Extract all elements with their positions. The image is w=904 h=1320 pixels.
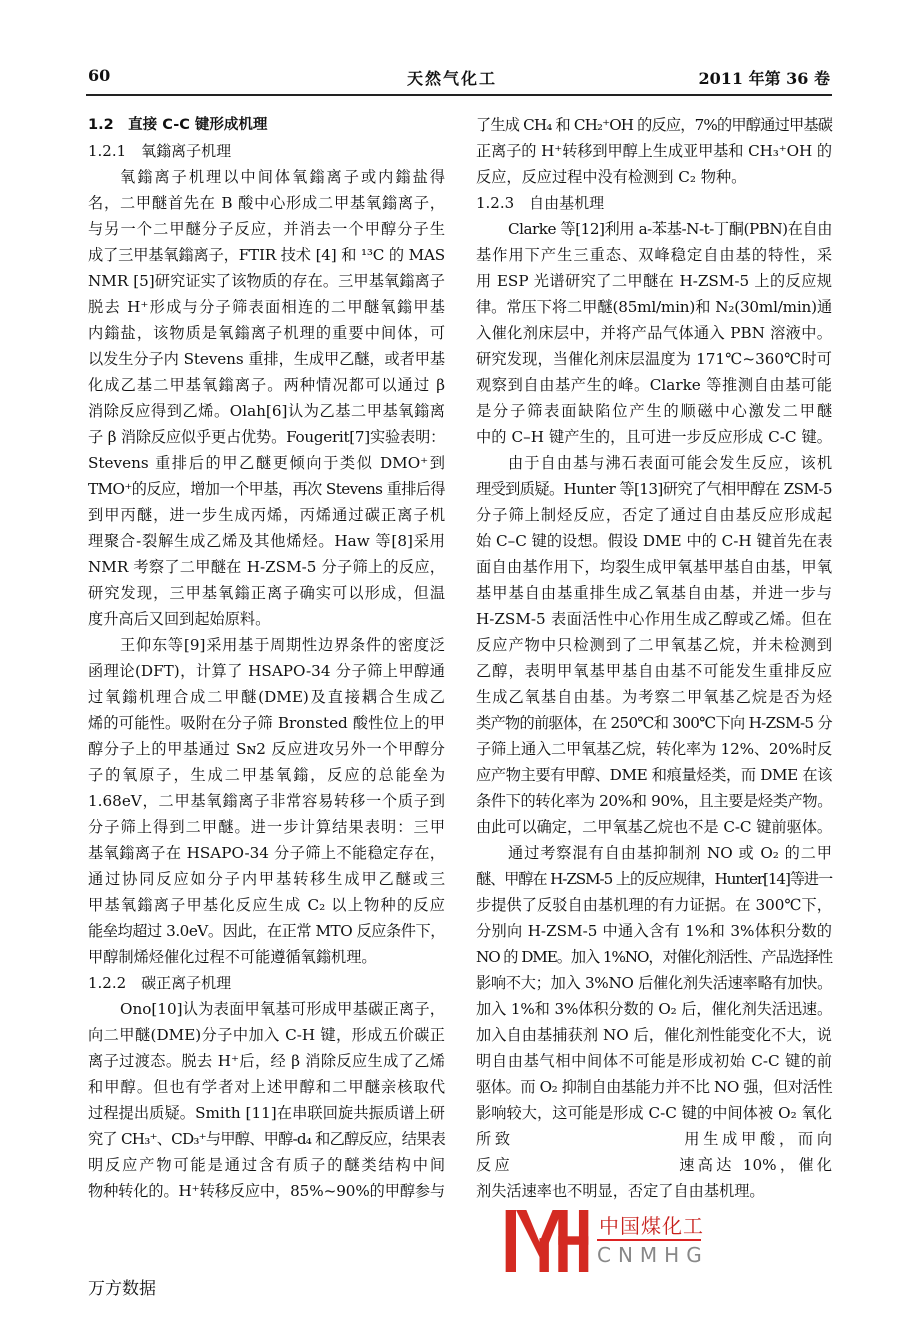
text-line: 分别向 H-ZSM-5 中通入含有 1%和 3%体积分数的	[476, 922, 832, 940]
text-line: 醚、甲醇在 H-ZSM-5 上的反应规律，Hunter[14]等进一	[476, 870, 833, 888]
text-line: 和甲醇。但也有学者对上述甲醇和二甲醚亲核取代	[88, 1078, 445, 1096]
text-line: 子筛上通入二甲氧基乙烷，转化率为 12%、20%时反	[476, 740, 832, 758]
text-line: 子的氧原子，生成二甲基氧鎓，反应的总能垒为	[88, 766, 445, 784]
text-line: 物种转化的。H⁺转移反应中，85%~90%的甲醇参与	[88, 1182, 446, 1200]
text-line: 剂失活速率也不明显，否定了自由基机理。	[476, 1182, 765, 1200]
text-line: TMO⁺的反应，增加一个甲基，再次 Stevens 重排后得	[88, 480, 445, 498]
text-line: 理受到质疑。Hunter 等[13]研究了气相甲醇在 ZSM-5	[476, 480, 832, 498]
text-line: Clarke 等[12]利用 a-苯基-N-t-丁酮(PBN)在自由	[508, 220, 832, 238]
text-line: 分子筛上得到二甲醚。进一步计算结果表明：三甲	[88, 818, 445, 836]
text-line: 由于自由基与沸石表面可能会发生反应，该机	[508, 454, 832, 472]
text-line: 研究发现，三甲基氧鎓正离子确实可以形成，但温	[88, 584, 445, 602]
text-line: 律。常压下将二甲醚(85ml/min)和 N₂(30ml/min)通	[476, 298, 832, 316]
text-line: 甲基氧鎓离子甲基化反应生成 C₂ 以上物种的反应	[88, 896, 445, 914]
text-line: 理聚合-裂解生成乙烯及其他烯烃。Haw 等[8]采用	[88, 532, 445, 550]
text-line: 生成乙氧基自由基。为考察二甲氧基乙烷是否为烃	[476, 688, 832, 706]
right-column	[476, 112, 832, 1204]
text-line: 了生成 CH₄ 和 CH₂⁺OH 的反应，7%的甲醇通过甲基碳	[476, 116, 832, 134]
text-line: 化成乙基二甲基氧鎓离子。两种情况都可以通过 β	[88, 376, 445, 394]
text-line: 反应产物中只检测到了二甲氧基乙烷，并未检测到	[476, 636, 832, 654]
text-line: 氧鎓离子机理以中间体氧鎓离子或内鎓盐得	[120, 168, 445, 186]
text-line: 乙醇，表明甲氧基甲基自由基不可能发生重排反应	[476, 662, 832, 680]
text-line: 观察到自由基产生的峰。Clarke 等推测自由基可能	[476, 376, 832, 394]
text-line: 反应 速高达 10%，催化	[476, 1156, 832, 1174]
text-line: 内鎓盐，该物质是氧鎓离子机理的重要中间体，可	[88, 324, 445, 342]
text-line: 以发生分子内 Stevens 重排，生成甲乙醚，或者甲基	[88, 350, 445, 368]
text-line: 面自由基作用下，均裂生成甲氧基甲基自由基，甲氧	[476, 558, 832, 576]
text-line: 向二甲醚(DME)分子中加入 C-H 键，形成五价碳正	[88, 1026, 445, 1044]
text-line: 明反应产物可能是通过含有质子的醚类结构中间	[88, 1156, 445, 1174]
text-line: 加入 1%和 3%体积分数的 O₂ 后，催化剂失活迅速。	[476, 1000, 832, 1018]
text-line: H-ZSM-5 表面活性中心作用生成乙醇或乙烯。但在	[476, 610, 832, 628]
watermark-cn-text: 中国煤化工	[599, 1214, 704, 1238]
text-line: 通过协同反应如分子内甲基转移生成甲乙醚或三	[88, 870, 445, 888]
page-number: 60	[88, 66, 111, 85]
text-line: NMR 考察了二甲醚在 H-ZSM-5 分子筛上的反应，	[88, 558, 445, 576]
text-line: 成了三甲基氧鎓离子，FTIR 技术 [4] 和 ¹³C 的 MAS	[88, 246, 445, 264]
section-heading: 1.2.2 碳正离子机理	[88, 974, 232, 992]
text-line: 通过考察混有自由基抑制剂 NO 或 O₂ 的二甲	[508, 844, 832, 862]
text-line: 研究发现，当催化剂床层温度为 171℃~360℃时可	[476, 350, 832, 368]
text-line: 影响不大；加入 3%NO 后催化剂失活速率略有加快。	[476, 974, 832, 992]
text-line: Stevens 重排后的甲乙醚更倾向于类似 DMO⁺到	[88, 454, 445, 472]
text-line: 由此可以确定，二甲氧基乙烷也不是 C-C 键前驱体。	[476, 818, 832, 836]
section-heading: 1.2.3 自由基机理	[476, 194, 605, 212]
text-line: 名，二甲醚首先在 B 酸中心形成二甲基氧鎓离子，	[88, 194, 445, 212]
text-line: 加入自由基捕获剂 NO 后，催化剂性能变化不大，说	[476, 1026, 832, 1044]
text-line: 度升高后又回到起始原料。	[88, 610, 271, 628]
section-heading: 1.2.1 氧鎓离子机理	[88, 142, 232, 160]
section-heading: 1.2 直接 C-C 键形成机理	[88, 117, 268, 133]
text-line: 所致 用生成甲酸，而向	[476, 1130, 832, 1148]
text-line: 烯的可能性。吸附在分子筛 Bronsted 酸性位上的甲	[88, 714, 445, 732]
text-line: 影响较大，这可能是形成 C-C 键的中间体被 O₂ 氧化	[476, 1104, 832, 1122]
volume-info: 2011 年第 36 卷	[698, 69, 830, 88]
text-line: 条件下的转化率为 20%和 90%，且主要是烃类产物。	[476, 792, 832, 810]
text-line: 1.68eV，二甲基氧鎓离子非常容易转移一个质子到	[88, 792, 445, 810]
text-line: 醇分子上的甲基通过 Sɴ2 反应进攻另外一个甲醇分	[88, 740, 445, 758]
text-line: 函理论(DFT)，计算了 HSAPO-34 分子筛上甲醇通	[88, 662, 445, 680]
text-line: 究了 CH₃⁺、CD₃⁺与甲醇、甲醇-d₄ 和乙醇反应，结果表	[88, 1130, 445, 1148]
text-line: Ono[10]认为表面甲氧基可形成甲基碳正离子，	[120, 1000, 445, 1018]
left-column	[88, 112, 445, 1204]
text-line: 用 ESP 光谱研究了二甲醚在 H-ZSM-5 上的反应规	[476, 272, 832, 290]
text-line: NMR [5]研究证实了该物质的存在。三甲基氧鎓离子	[88, 272, 445, 290]
text-line: 基作用下产生三重态、双峰稳定自由基的特性，采	[476, 246, 832, 264]
text-line: 分子筛上制烃反应，否定了通过自由基反应形成起	[476, 506, 832, 524]
watermark-divider	[597, 1239, 701, 1241]
text-line: 甲醇制烯烃催化过程不可能遵循氧鎓机理。	[88, 948, 377, 966]
text-line: 入催化剂床层中，并将产品气体通入 PBN 溶液中。	[476, 324, 832, 342]
text-line: 明自由基气相中间体不可能是形成初始 C-C 键的前	[476, 1052, 832, 1070]
footer-source: 万方数据	[88, 1279, 156, 1299]
text-line: 驱体。而 O₂ 抑制自由基能力并不比 NO 强，但对活性	[476, 1078, 833, 1096]
text-line: 基氧鎓离子在 HSAPO-34 分子筛上不能稳定存在，	[88, 844, 445, 862]
watermark	[505, 1210, 709, 1274]
text-line: 过氧鎓机理合成二甲醚(DME)及直接耦合生成乙	[88, 688, 445, 706]
text-line: 应产物主要有甲醇、DME 和痕量烃类，而 DME 在该	[476, 766, 832, 784]
journal-title: 天然气化工	[406, 69, 497, 88]
text-line: 类产物的前驱体，在 250℃和 300℃下向 H-ZSM-5 分	[476, 714, 832, 732]
text-line: 消除反应得到乙烯。Olah[6]认为乙基二甲基氧鎓离	[88, 402, 445, 420]
watermark-en-text: CNMHG	[597, 1243, 709, 1267]
text-line: NO 的 DME。加入 1%NO，对催化剂活性、产品选择性	[476, 948, 832, 966]
header-rule	[86, 94, 832, 96]
text-line: 能垒均超过 3.0eV。因此，在正常 MTO 反应条件下，	[88, 922, 445, 940]
text-line: 王仰东等[9]采用基于周期性边界条件的密度泛	[120, 636, 445, 654]
text-line: 与另一个二甲醚分子反应，并消去一个甲醇分子生	[88, 220, 445, 238]
text-line: 中的 C–H 键产生的，且可进一步反应形成 C-C 键。	[476, 428, 832, 446]
text-line: 脱去 H⁺形成与分子筛表面相连的二甲醚氧鎓甲基	[88, 298, 445, 316]
text-line: 是分子筛表面缺陷位产生的顺磁中心激发二甲醚	[476, 402, 832, 420]
text-line: 步提供了反驳自由基机理的有力证据。在 300℃下，	[476, 896, 832, 914]
text-line: 到甲丙醚，进一步生成丙烯，丙烯通过碳正离子机	[88, 506, 445, 524]
text-line: 子 β 消除反应似乎更占优势。Fougerit[7]实验表明：	[88, 428, 445, 446]
text-line: 离子过渡态。脱去 H⁺后，经 β 消除反应生成了乙烯	[88, 1052, 445, 1070]
text-line: 反应，反应过程中没有检测到 C₂ 物种。	[476, 168, 747, 186]
text-line: 基甲基自由基重排生成乙氧基自由基，并进一步与	[476, 584, 832, 602]
text-line: 正离子的 H⁺转移到甲醇上生成亚甲基和 CH₃⁺OH 的	[476, 142, 832, 160]
watermark-logo-icon	[505, 1210, 589, 1272]
text-line: 始 C–C 键的设想。假设 DME 中的 C-H 键首先在表	[476, 532, 833, 550]
text-line: 过程提出质疑。Smith [11]在串联回旋共振质谱上研	[88, 1104, 445, 1122]
